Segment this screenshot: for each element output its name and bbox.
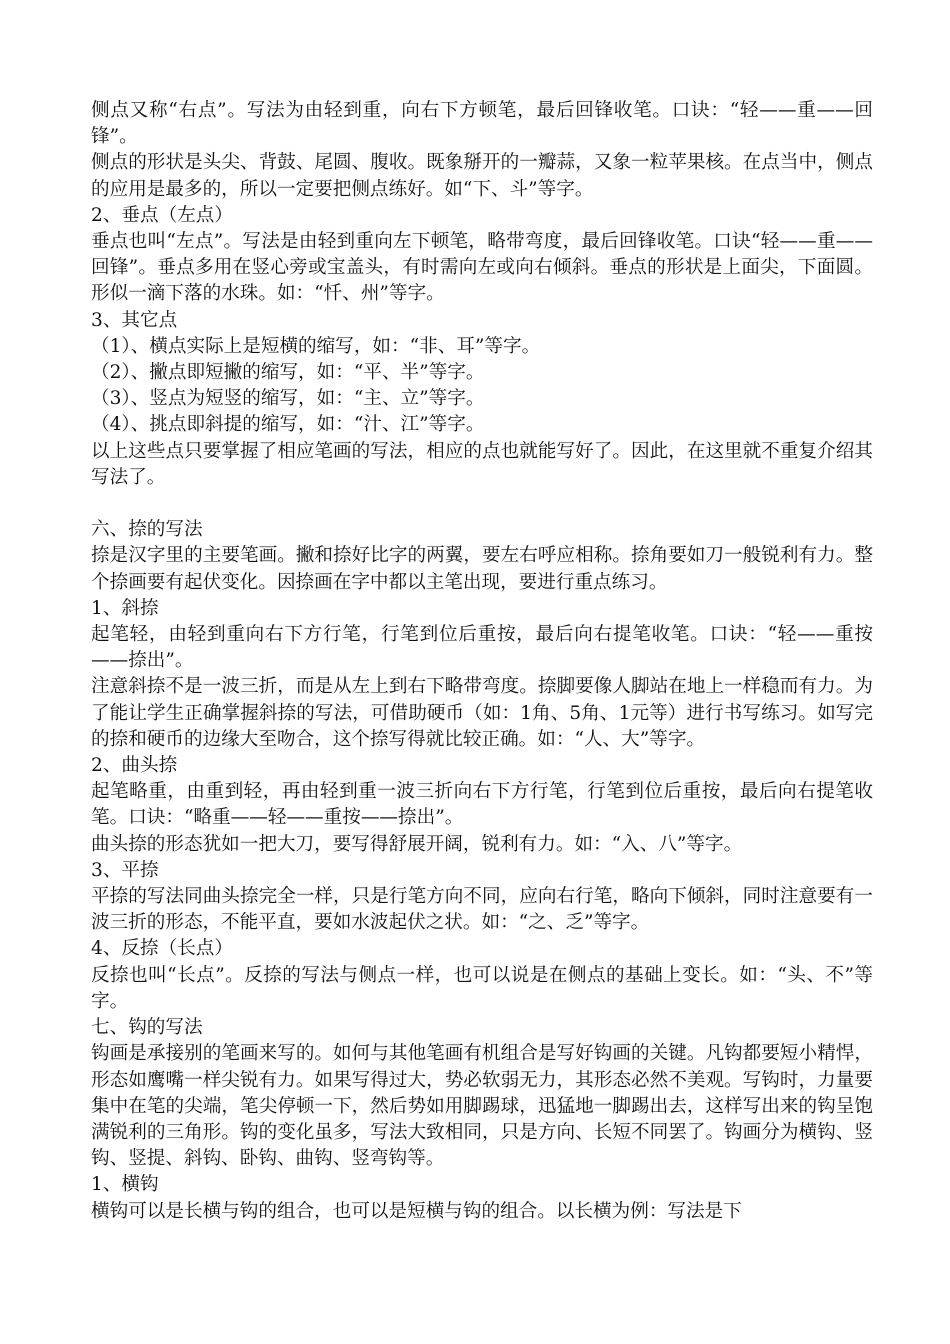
paragraph: 曲头捺的形态犹如一把大刀，要写得舒展开阔，锐利有力。如：“入、八”等字。 [91,833,743,855]
section-heading: 2、垂点（左点） [91,204,233,226]
section-heading: 3、其它点 [91,309,178,331]
paragraph: 起笔轻，由轻到重向右下方行笔，行笔到位后重按，最后向右提笔收笔。口诀：“轻——重按——捺出”。 [91,624,873,672]
section-heading: 3、平捺 [91,859,159,881]
paragraph: 反捺也叫“长点”。反捺的写法与侧点一样，也可以说是在侧点的基础上变长。如：“头、不”等字。 [91,964,873,1012]
chapter-heading: 七、钩的写法 [91,1017,203,1039]
list-item: （3）、竖点为短竖的缩写，如：“主、立”等字。 [91,388,485,410]
section-heading: 4、反捺（长点） [91,938,233,960]
document-body [91,98,873,1225]
list-item: （4）、挑点即斜提的缩写，如：“汁、江”等字。 [91,414,485,436]
paragraph: 侧点的形状是头尖、背鼓、尾圆、腹收。既象掰开的一瓣蒜，又象一粒苹果核。在点当中，侧点的应用是最多的，所以一定要把侧点练好。如“下、斗”等字。 [91,152,873,200]
list-item: （2）、撇点即短撇的缩写，如：“平、半”等字。 [91,362,485,384]
chapter-heading: 六、捺的写法 [91,519,203,541]
paragraph: 横钩可以是长横与钩的组合，也可以是短横与钩的组合。以长横为例：写法是下 [91,1200,742,1222]
paragraph: 起笔略重，由重到轻，再由轻到重一波三折向右下方行笔，行笔到位后重按，最后向右提笔收笔。口诀：“略重——轻——重按——捺出”。 [91,781,873,829]
paragraph: 垂点也叫“左点”。写法是由轻到重向左下顿笔，略带弯度，最后回锋收笔。口诀“轻——重——回锋”。垂点多用在竖心旁或宝盖头，有时需向左或向右倾斜。垂点的形状是上面尖，下面圆。形似一滴下落的水珠。如：“忏、州”等字。 [91,231,873,305]
section-heading: 2、曲头捺 [91,755,178,777]
section-heading: 1、斜捺 [91,597,159,619]
paragraph: 以上这些点只要掌握了相应笔画的写法，相应的点也就能写好了。因此，在这里就不重复介绍其写法了。 [91,440,873,488]
paragraph: 钩画是承接别的笔画来写的。如何与其他笔画有机组合是写好钩画的关键。凡钩都要短小精悍，形态如鹰嘴一样尖锐有力。如果写得过大，势必软弱无力，其形态必然不美观。写钩时，力量要集中在笔的尖端，笔尖停顿一下，然后势如用脚踢球，迅猛地一脚踢出去，这样写出来的钩呈饱满锐利的三角形。钩的变化虽多，写法大致相同，只是方向、长短不同罢了。钩画分为横钩、竖钩、竖提、斜钩、卧钩、曲钩、竖弯钩等。 [91,1043,873,1170]
paragraph: 平捺的写法同曲头捺完全一样，只是行笔方向不同，应向右行笔，略向下倾斜，同时注意要有一波三折的形态，不能平直，要如水波起伏之状。如：“之、乏”等字。 [91,886,873,934]
list-item: （1）、横点实际上是短横的缩写，如：“非、耳”等字。 [91,335,541,357]
paragraph: 侧点又称“右点”。写法为由轻到重，向右下方顿笔，最后回锋收笔。口诀：“轻——重——回锋”。 [91,100,873,148]
paragraph: 注意斜捺不是一波三折，而是从左上到右下略带弯度。捺脚要像人脚站在地上一样稳而有力。为了能让学生正确掌握斜捺的写法，可借助硬币（如：1角、5角、1元等）进行书写练习。如写完的捺和硬币的边缘大至吻合，这个捺写得就比较正确。如：“人、大”等字。 [91,676,873,750]
blank-line [91,491,873,517]
section-heading: 1、横钩 [91,1174,159,1196]
paragraph: 捺是汉字里的主要笔画。撇和捺好比字的两翼，要左右呼应相称。捺角要如刀一般锐利有力。整个捺画要有起伏变化。因捺画在字中都以主笔出现，要进行重点练习。 [91,545,873,593]
